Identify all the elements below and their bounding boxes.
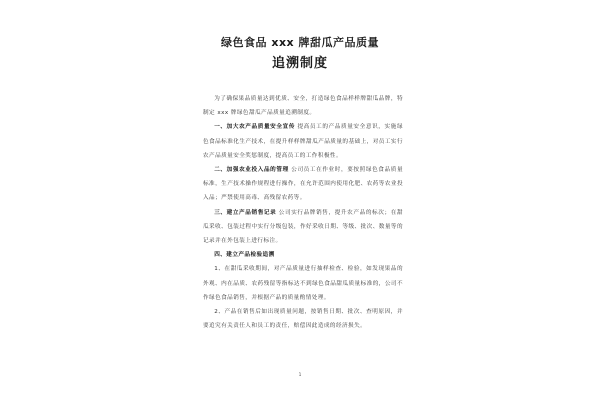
intro-paragraph: 为了确保果品质量达到优质、安全，打造绿色食品样样牌甜瓜品牌，特制定 xxx 牌绿色甜瓜产品质量追溯制度。 xyxy=(203,96,403,117)
section-heading: 一、加大农产品质量安全宣传 xyxy=(214,124,296,131)
section-heading: 二、加强农业投入品的管理 xyxy=(214,167,289,174)
section-paragraph xyxy=(203,120,403,163)
section-text: 公司实行品牌销售，提升农产品的标次；在甜瓜采收、包装过程中实行分级包装，作好采收日期、等级、批次、数量等的记录并在外包装上进行标注。 xyxy=(203,209,403,245)
document-title: 绿色食品 xxx 牌甜瓜产品质量 xyxy=(221,36,379,49)
list-item: 1、在甜瓜采收期间，对产品质量进行抽样检查、检验，如发现果品的外观、内在品质、农药残留等指标达不到绿色食品甜瓜质量标准的，公司不作绿色食品销售，并根据产品的质量酌情处理。 xyxy=(203,266,403,301)
document-subtitle: 追溯制度 xyxy=(271,56,328,71)
section-text: 公司员工在作业时，要按照绿色食品质量标准，生产技术操作规程进行操作，在允许范围内使用化肥、农药等农业投入品；严禁使用高毒、高残留农药等。 xyxy=(203,167,403,202)
section-paragraph xyxy=(203,206,403,249)
section-heading: 三、建立产品销售记录 xyxy=(214,209,277,216)
section-paragraph xyxy=(203,248,403,262)
list-item: 2、产品在销售后如出现质量问题，按销售日期、批次、查明原因，并要追究有关责任人和员工的责任，赔偿因此造成的经济损失。 xyxy=(203,309,403,330)
page-number: 1 xyxy=(298,372,302,377)
document-body xyxy=(203,92,403,333)
section-heading: 四、建立产品检验追溯 xyxy=(214,252,275,259)
section-text: 提高员工的产品质量安全意识，实施绿色食品标准化生产技术，在提升样样牌甜瓜产品质量的基础上，对员工实行农产品质量安全奖惩制度，提高员工的工作积极性。 xyxy=(203,124,403,159)
section-paragraph xyxy=(203,163,403,206)
